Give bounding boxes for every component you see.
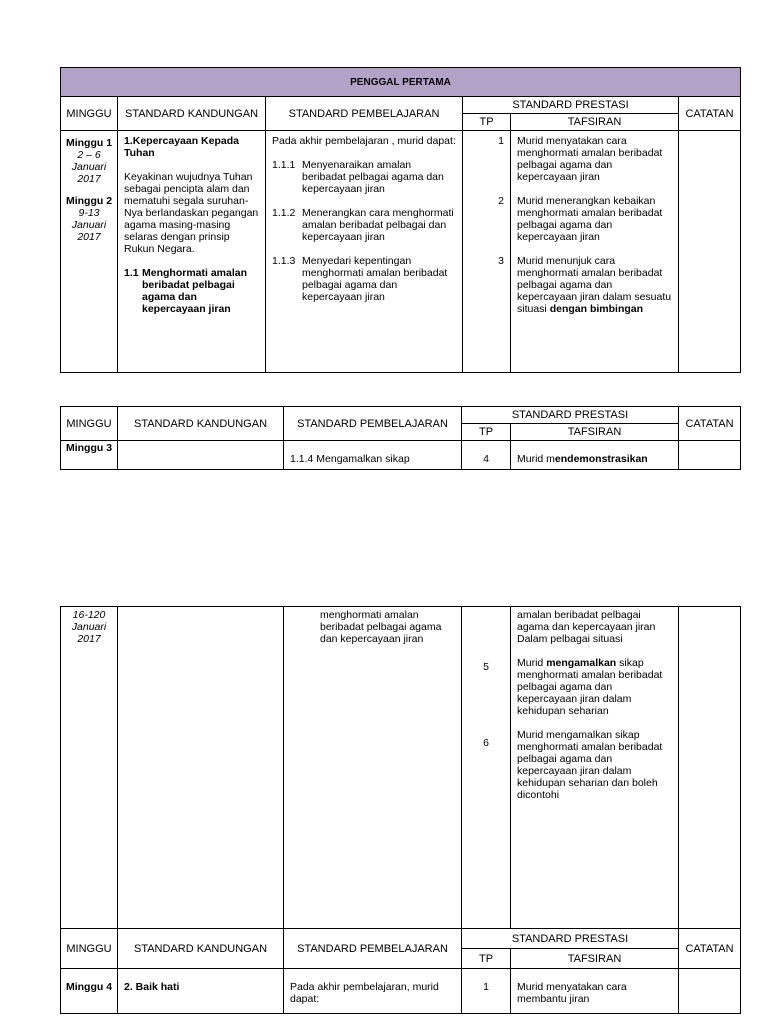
- week-4-label: Minggu 4: [65, 981, 113, 993]
- header-standard-kandungan: STANDARD KANDUNGAN: [118, 929, 284, 969]
- header-standard-pembelajaran: STANDARD PEMBELAJARAN: [284, 407, 462, 441]
- pembelajaran-item-number: 1.1.3: [272, 255, 296, 267]
- cell-catatan: [679, 441, 741, 470]
- kandungan-sub-number: 1.1: [124, 267, 139, 279]
- cell-catatan: [679, 607, 741, 929]
- pembelajaran-item: [272, 159, 456, 195]
- pembelajaran-item: [272, 207, 456, 243]
- cell-tafsiran: [511, 441, 679, 470]
- tafsiran-text: Murid menunjuk cara menghormati amalan beribadat pelbagai agama dan kepercayaan jiran dalam sesuatu situasi: [517, 255, 672, 315]
- cell-minggu: [61, 131, 118, 373]
- cell-minggu: [61, 969, 118, 1014]
- kandungan-sub-text: Menghormati amalan beribadat pelbagai agama dan kepercayaan jiran: [142, 267, 248, 315]
- header-standard-prestasi: STANDARD PRESTASI: [462, 929, 679, 949]
- cell-standard-kandungan: [118, 607, 284, 929]
- header-tafsiran: TAFSIRAN: [511, 424, 679, 441]
- table-penggal-pertama: [60, 67, 741, 373]
- tafsiran-bold-tail: dengan bimbingan: [549, 303, 644, 315]
- week-2-dates: 9-13 Januari 2017: [71, 207, 107, 243]
- tafsiran-bold: mengamalkan: [546, 657, 617, 669]
- tafsiran-text: amalan beribadat pelbagai agama dan kepercayaan jiran Dalam pelbagai situasi: [517, 609, 656, 645]
- cell-standard-pembelajaran: menghormati amalan beribadat pelbagai agama dan kepercayaan jiran: [284, 607, 462, 929]
- tafsiran-text: sikap menghormati amalan beribadat pelbagai agama dan kepercayaan jiran dalam kehidupan seharian: [517, 657, 663, 717]
- header-minggu: MINGGU: [61, 97, 118, 131]
- header-tafsiran: TAFSIRAN: [511, 949, 679, 969]
- table-minggu-3: [60, 406, 741, 470]
- pembelajaran-item-text: Menerangkan cara menghormati amalan beribadat pelbagai dan kepercayaan jiran: [302, 207, 454, 243]
- kandungan-sub: [124, 267, 259, 315]
- pembelajaran-intro: Pada akhir pembelajaran , murid dapat:: [272, 135, 456, 147]
- tp-number: 1: [498, 135, 504, 147]
- cell-catatan: [679, 131, 741, 373]
- header-standard-pembelajaran: STANDARD PEMBELAJARAN: [284, 929, 462, 969]
- cell-standard-pembelajaran: 1.1.4 Mengamalkan sikap: [284, 441, 462, 470]
- cell-standard-kandungan: 2. Baik hati: [118, 969, 284, 1014]
- tafsiran-item: [517, 657, 672, 717]
- cell-tp: 1: [462, 969, 511, 1014]
- tp-number: 5: [483, 661, 489, 673]
- header-minggu: MINGGU: [61, 407, 118, 441]
- cell-standard-pembelajaran: [266, 131, 463, 373]
- pembelajaran-item-text: Menyenaraikan amalan beribadat pelbagai agama dan kepercayaan jiran: [302, 159, 444, 195]
- pembelajaran-item-number: 1.1.2: [272, 207, 296, 219]
- week-3-label: Minggu 3: [65, 442, 113, 454]
- header-catatan: CATATAN: [679, 407, 741, 441]
- header-tp: TP: [462, 424, 511, 441]
- cell-tp: [462, 607, 511, 929]
- kandungan-body: Keyakinan wujudnya Tuhan sebagai pencipta alam dan mematuhi segala suruhan-Nya berlandaskan pegangan agama masing-masing selaras dengan prinsip Rukun Negara.: [124, 171, 259, 255]
- week-2-label: Minggu 2: [65, 195, 113, 207]
- tafsiran-text: Murid menerangkan kebaikan menghormati amalan beribadat pelbagai agama dan kepercayaan jiran: [517, 195, 663, 243]
- tafsiran-text: Murid m: [517, 453, 555, 465]
- tafsiran-text: Murid menyatakan cara menghormati amalan beribadat pelbagai agama dan kepercayaan jiran: [517, 135, 663, 183]
- week-1-dates: 2 – 6 Januari 2017: [71, 149, 107, 185]
- cell-tafsiran: Murid menyatakan cara membantu jiran: [511, 969, 679, 1014]
- week-1-label: Minggu 1: [65, 137, 113, 149]
- header-standard-kandungan: STANDARD KANDUNGAN: [118, 97, 266, 131]
- cell-standard-kandungan: [118, 131, 266, 373]
- header-minggu: MINGGU: [61, 929, 118, 969]
- header-tp: TP: [463, 114, 511, 131]
- header-catatan: CATATAN: [679, 97, 741, 131]
- tafsiran-bold: endemonstrasikan: [554, 453, 648, 465]
- header-catatan: CATATAN: [679, 929, 741, 969]
- tafsiran-text: Murid mengamalkan sikap menghormati amalan beribadat pelbagai agama dan kepercayaan jiran dalam kehidupan seharian dan boleh dicontohi: [517, 729, 663, 801]
- header-tafsiran: TAFSIRAN: [511, 114, 679, 131]
- cell-catatan: [679, 969, 741, 1014]
- header-standard-prestasi: STANDARD PRESTASI: [462, 407, 679, 424]
- header-standard-prestasi: STANDARD PRESTASI: [463, 97, 679, 114]
- pembelajaran-item: [272, 255, 456, 303]
- cell-tp: [463, 131, 511, 373]
- tp-number: 3: [498, 255, 504, 267]
- tp-number: 6: [483, 737, 489, 749]
- table-title: PENGGAL PERTAMA: [61, 68, 741, 97]
- week-3-dates: 16-120 Januari 2017: [71, 609, 107, 645]
- cell-tp: 4: [462, 441, 511, 470]
- kandungan-heading: 1.Kepercayaan Kepada Tuhan: [124, 135, 239, 159]
- header-tp: TP: [462, 949, 511, 969]
- table-continued: [60, 606, 741, 1014]
- header-standard-pembelajaran: STANDARD PEMBELAJARAN: [266, 97, 463, 131]
- cell-tafsiran: [511, 607, 679, 929]
- tafsiran-item: [517, 255, 672, 315]
- cell-minggu: [61, 607, 118, 929]
- cell-standard-pembelajaran: Pada akhir pembelajaran, murid dapat:: [284, 969, 462, 1014]
- pembelajaran-item-number: 1.1.1: [272, 159, 296, 171]
- tafsiran-lead: Murid: [517, 657, 544, 669]
- cell-minggu: [61, 441, 118, 470]
- tp-number: 2: [498, 195, 504, 207]
- header-standard-kandungan: STANDARD KANDUNGAN: [118, 407, 284, 441]
- cell-standard-kandungan: [118, 441, 284, 470]
- cell-tafsiran: [511, 131, 679, 373]
- pembelajaran-item-text: Menyedari kepentingan menghormati amalan beribadat pelbagai agama dan kepercayaan jiran: [302, 255, 448, 303]
